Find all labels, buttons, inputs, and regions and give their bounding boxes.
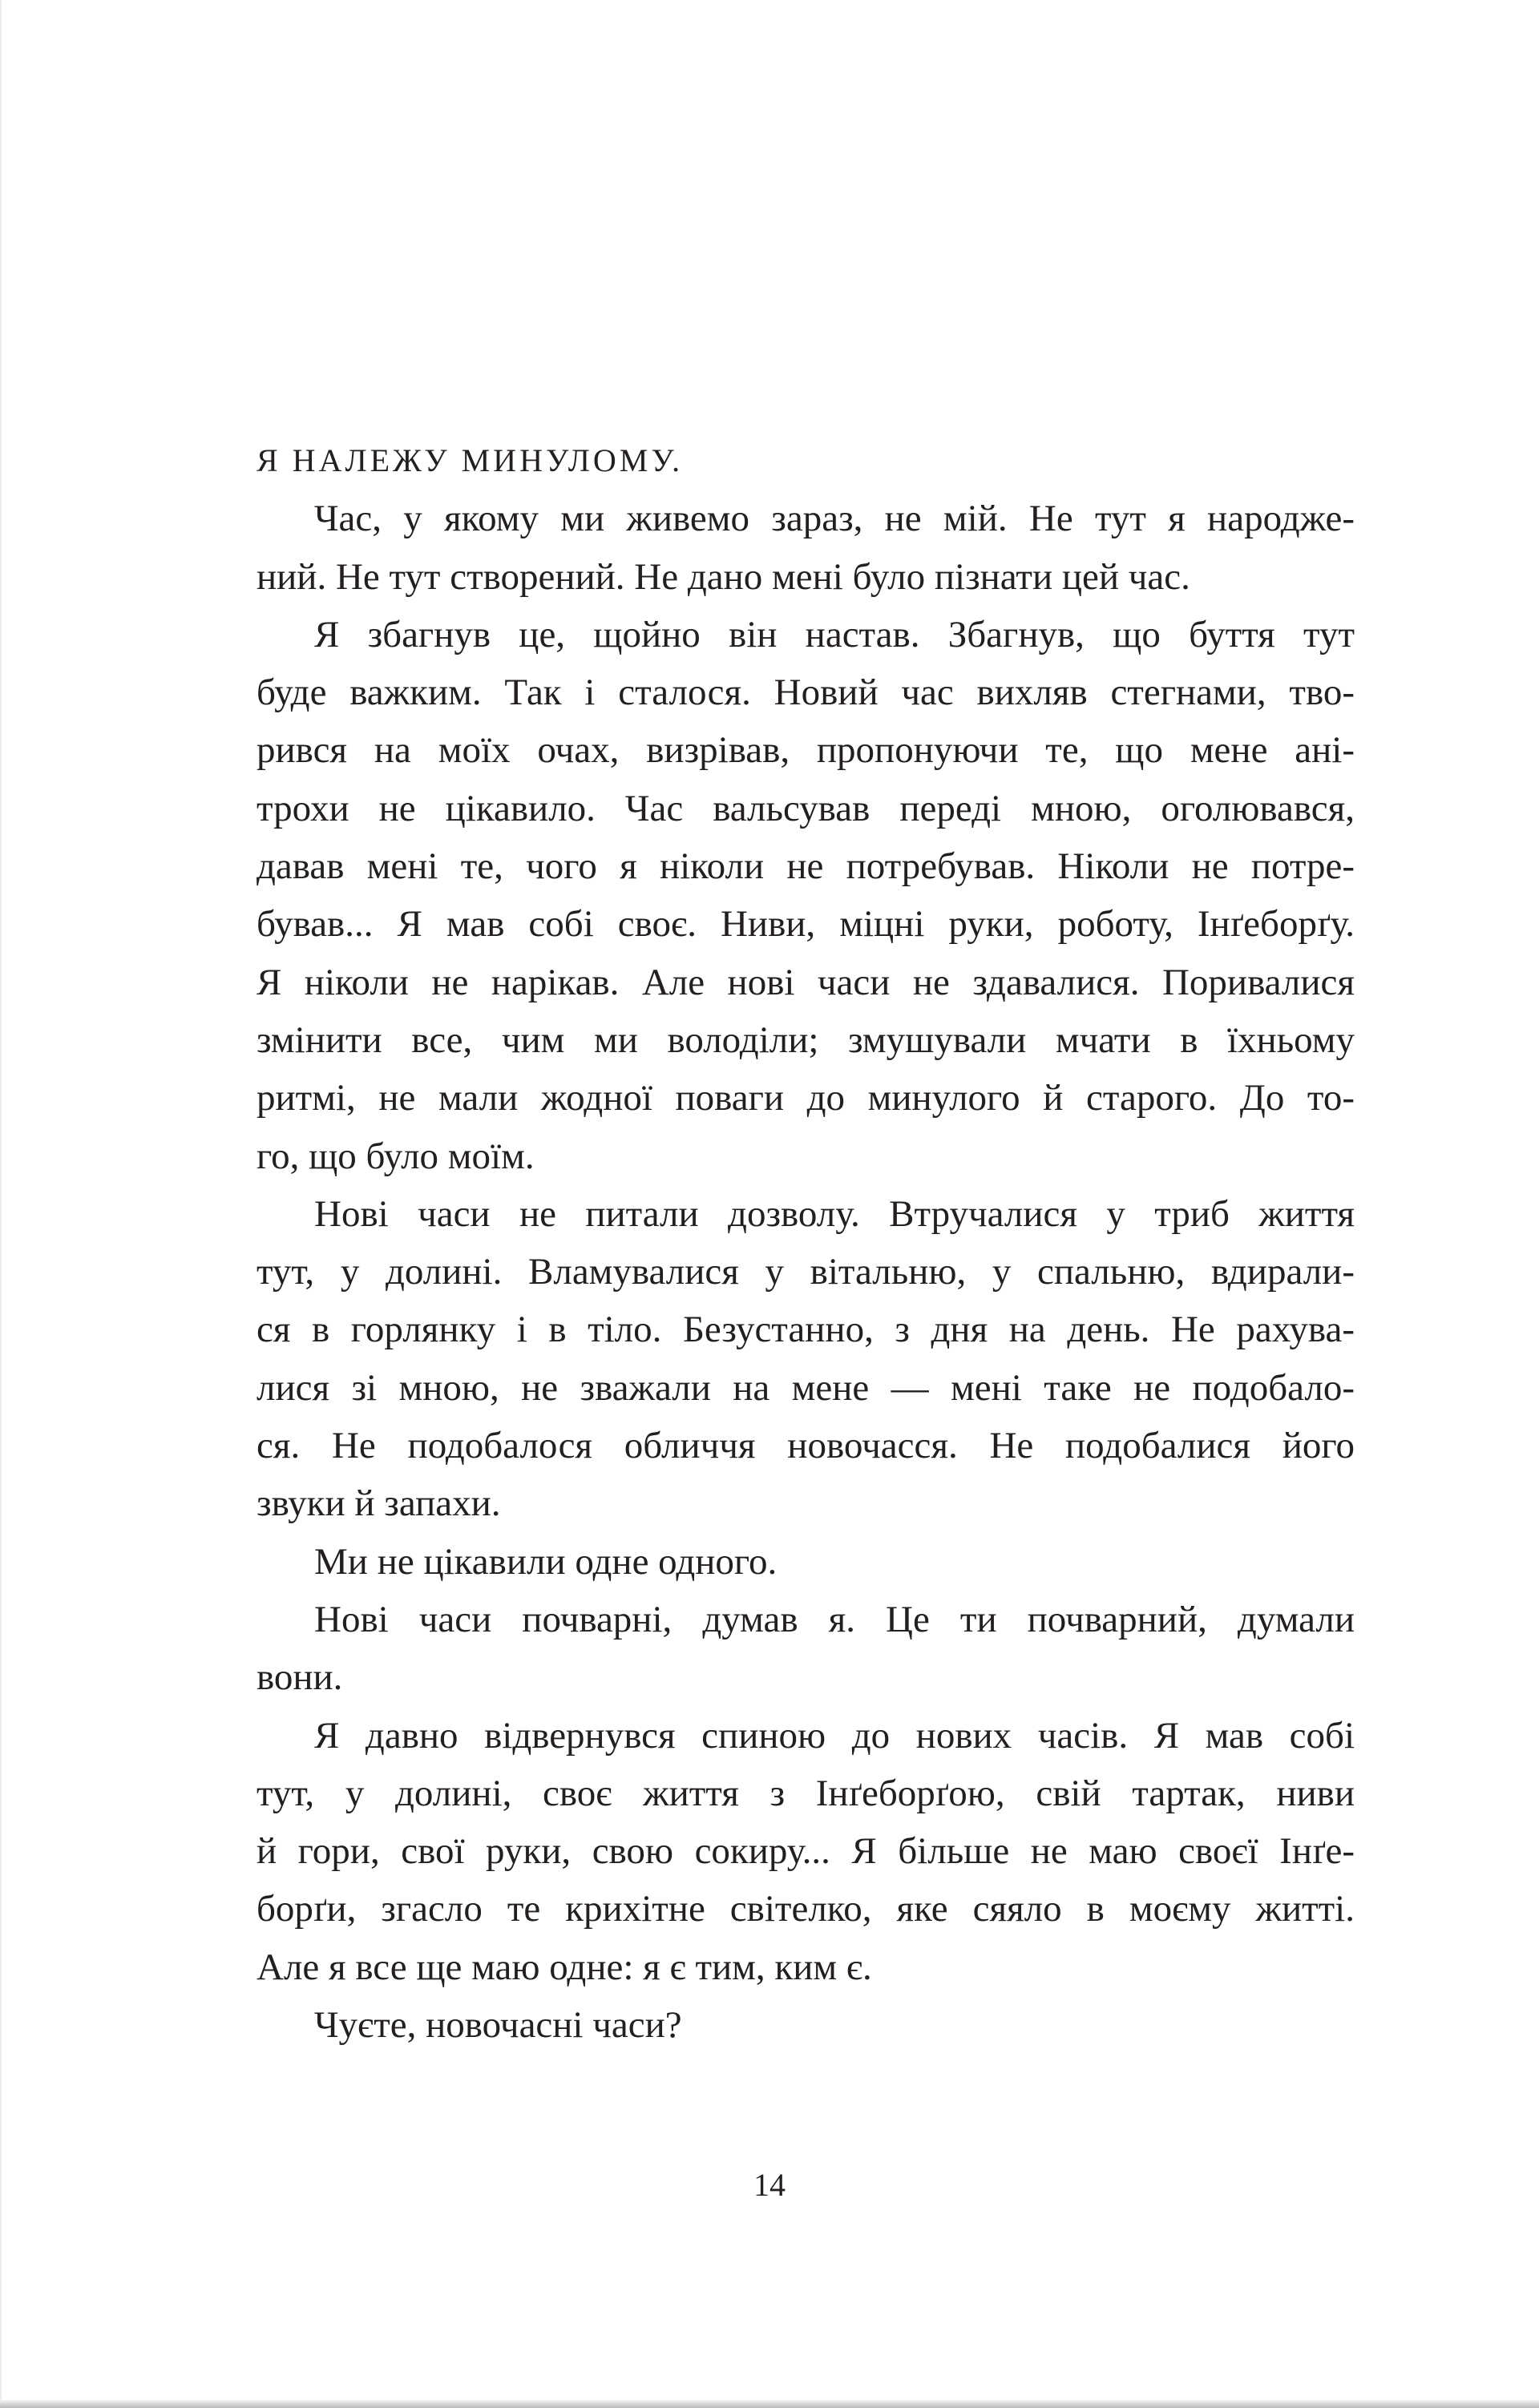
paragraph <box>256 1185 1355 1533</box>
text-line: тут, у долині, своє життя з Інґеборґою, свій тартак, ниви <box>256 1772 1355 1814</box>
paragraph <box>256 606 1355 1185</box>
page-edge <box>0 0 2 2400</box>
text-line: Час, у якому ми живемо зараз, не мій. Не тут я народже- <box>314 498 1355 540</box>
paragraph <box>256 1533 1355 1591</box>
text-line: Я збагнув це, щойно він настав. Збагнув, що буття тут <box>314 613 1355 655</box>
book-page-text <box>256 432 1355 2054</box>
text-line: змінити все, чим ми володіли; змушували мчати в їхньому <box>256 1018 1355 1061</box>
text-line: Я ніколи не нарікав. Але нові часи не здавалися. Поривалися <box>256 961 1355 1003</box>
text-line: вони. <box>256 1656 343 1699</box>
paragraph <box>256 1996 1355 2054</box>
text-line: лися зі мною, не зважали на мене — мені таке не подобало- <box>256 1366 1355 1409</box>
text-line: тут, у долині. Вламувалися у вітальню, у спальню, вдирали- <box>256 1251 1355 1293</box>
text-line: давав мені те, чого я ніколи не потребував. Ніколи не потре- <box>256 845 1355 888</box>
text-line: Я давно відвернувся спиною до нових часів. Я мав собі <box>314 1714 1355 1757</box>
text-line: рився на моїх очах, визрівав, пропонуючи те, що мене ані- <box>256 729 1355 772</box>
text-line: ритмі, не мали жодної поваги до минулого й старого. До то- <box>256 1077 1355 1119</box>
paragraph <box>256 490 1355 606</box>
text-line: ся. Не подобалося обличчя новочасся. Не подобалися його <box>256 1425 1355 1467</box>
text-line: трохи не цікавило. Час вальсував переді мною, оголювався, <box>256 787 1355 829</box>
text-line: бував... Я мав собі своє. Ниви, міцні руки, роботу, Інґеборґу. <box>256 903 1355 946</box>
paragraph <box>256 1591 1355 1707</box>
paragraph <box>256 1707 1355 1996</box>
paragraphs <box>256 490 1355 2054</box>
text-line: го, що було моїм. <box>256 1135 535 1177</box>
text-line: звуки й запахи. <box>256 1482 501 1525</box>
viewer-bottom-edge <box>0 2400 1539 2408</box>
text-line: ний. Не тут створений. Не дано мені було пізнати цей час. <box>256 555 1190 598</box>
text-line: Нові часи не питали дозволу. Втручалися у триб життя <box>314 1192 1355 1235</box>
chapter-opening-heading: Я НАЛЕЖУ МИНУЛОМУ. <box>256 442 684 478</box>
text-line: Чуєте, новочасні часи? <box>314 2004 682 2047</box>
text-line: й гори, свої руки, свою сокиру... Я більше не маю своєї Інґе- <box>256 1830 1355 1873</box>
text-line: Ми не цікавили одне одного. <box>314 1540 778 1583</box>
text-line: ся в горлянку і в тіло. Безустанно, з дня на день. Не рахува- <box>256 1309 1355 1351</box>
text-line: буде важким. Так і сталося. Новий час вихляв стегнами, тво- <box>256 672 1355 714</box>
text-line: Нові часи почварні, думав я. Це ти почварний, думали <box>314 1598 1355 1640</box>
text-line: Але я все ще маю одне: я є тим, ким є. <box>256 1946 872 1988</box>
page-number: 14 <box>753 2167 786 2203</box>
text-line: борґи, згасло те крихітне світелко, яке сяяло в моєму житті. <box>256 1888 1355 1930</box>
